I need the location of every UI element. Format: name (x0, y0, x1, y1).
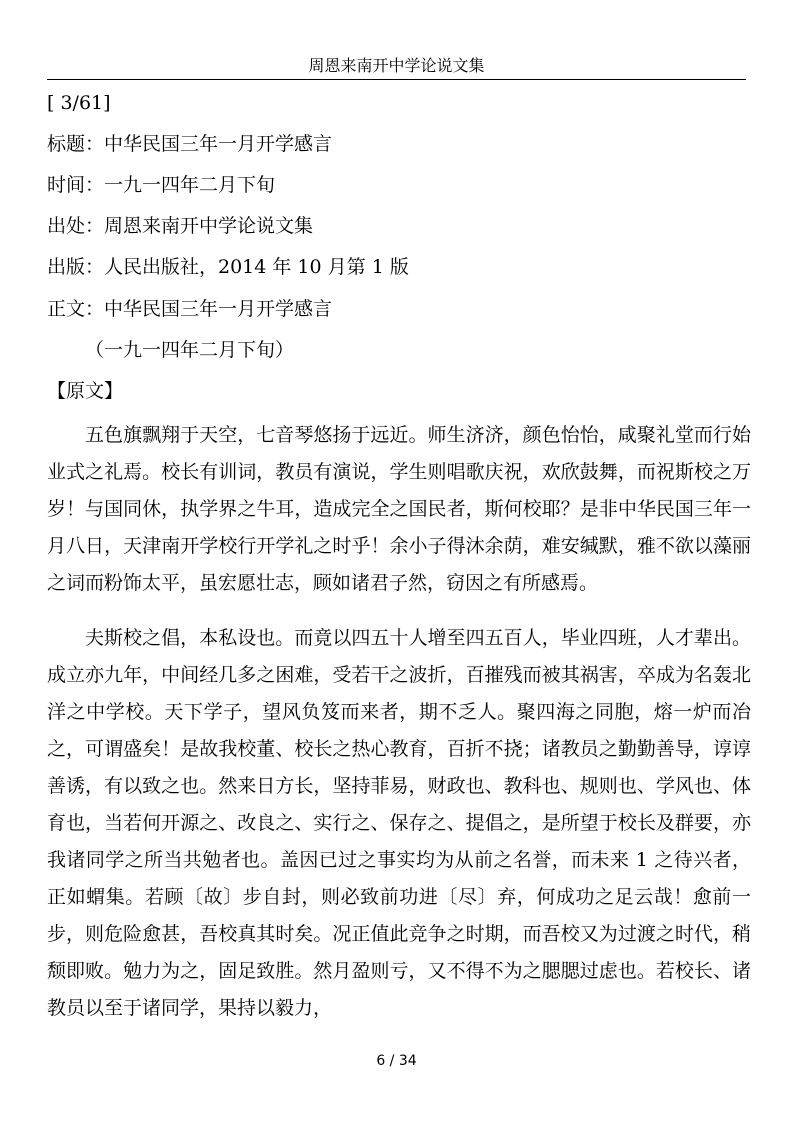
page-number: 6 / 34 (376, 1053, 417, 1069)
header-divider (47, 79, 746, 80)
source-line: 出处：周恩来南开中学论说文集 (47, 215, 314, 237)
paragraph-2: 夫斯校之倡，本私设也。而竟以四五十人增至四五百人，毕业四班，人才辈出。成立亦九年，中间经几多之困难，受若干之波折，百摧残而被其祸害，卒成为名轰北洋之中学校。天下学子，望风负笈而来者，期不乏人。聚四海之同胞，熔一炉而冶之，可谓盛矣！是故我校董、校长之热心教育，百折不挠；诸教员之勤勤善导，谆谆善诱，有以致之也。然来日方长，坚持菲易，财政也、教科也、规则也、学风也、体育也，当若何开源之、改良之、实行之、保存之、提倡之，是所望于校长及群要，亦我诸同学之所当共勉者也。盖因已过之事实均为从前之名誉，而未来 1 之待兴者，正如蝟集。若顾〔故〕步自封，则必致前功进〔尽〕弃，何成功之足云哉！愈前一步，则危险愈甚，吾校真其时矣。况正值此竞争之时期，而吾校又为过渡之时代，稍颓即败。勉力为之，固足致胜。然月盈则亏，又不得不为之腮腮过虑也。若校长、诸教员以至于诸同学，果持以毅力， (47, 627, 751, 1019)
publish-line: 出版：人民出版社，2014 年 10 月第 1 版 (47, 256, 409, 278)
paragraph-1: 五色旗飘翔于天空，七音琴悠扬于远近。师生济济，颜色怡怡，咸聚礼堂而行始业式之礼焉。校长有训词，教员有演说，学生则唱歌庆祝，欢欣鼓舞，而祝斯校之万岁！与国同休，执学界之牛耳，造成完全之国民者，斯何校耶？是非中华民国三年一月八日，天津南开学校行开学礼之时乎！余小子得沐余荫，难安缄默，雅不欲以藻丽之词而粉饰太平，虽宏愿壮志，顾如诸君子然，窃因之有所感焉。 (47, 424, 751, 594)
section-label: 【原文】 (47, 380, 124, 402)
running-header: 周恩来南开中学论说文集 (308, 56, 485, 75)
body-title-line: 正文：中华民国三年一月开学感言 (47, 298, 333, 320)
record-index: [ 3/61] (47, 92, 111, 114)
time-line: 时间：一九一四年二月下旬 (47, 174, 276, 196)
title-line: 标题：中华民国三年一月开学感言 (47, 133, 333, 155)
date-subtitle: （一九一四年二月下旬） (85, 339, 295, 361)
